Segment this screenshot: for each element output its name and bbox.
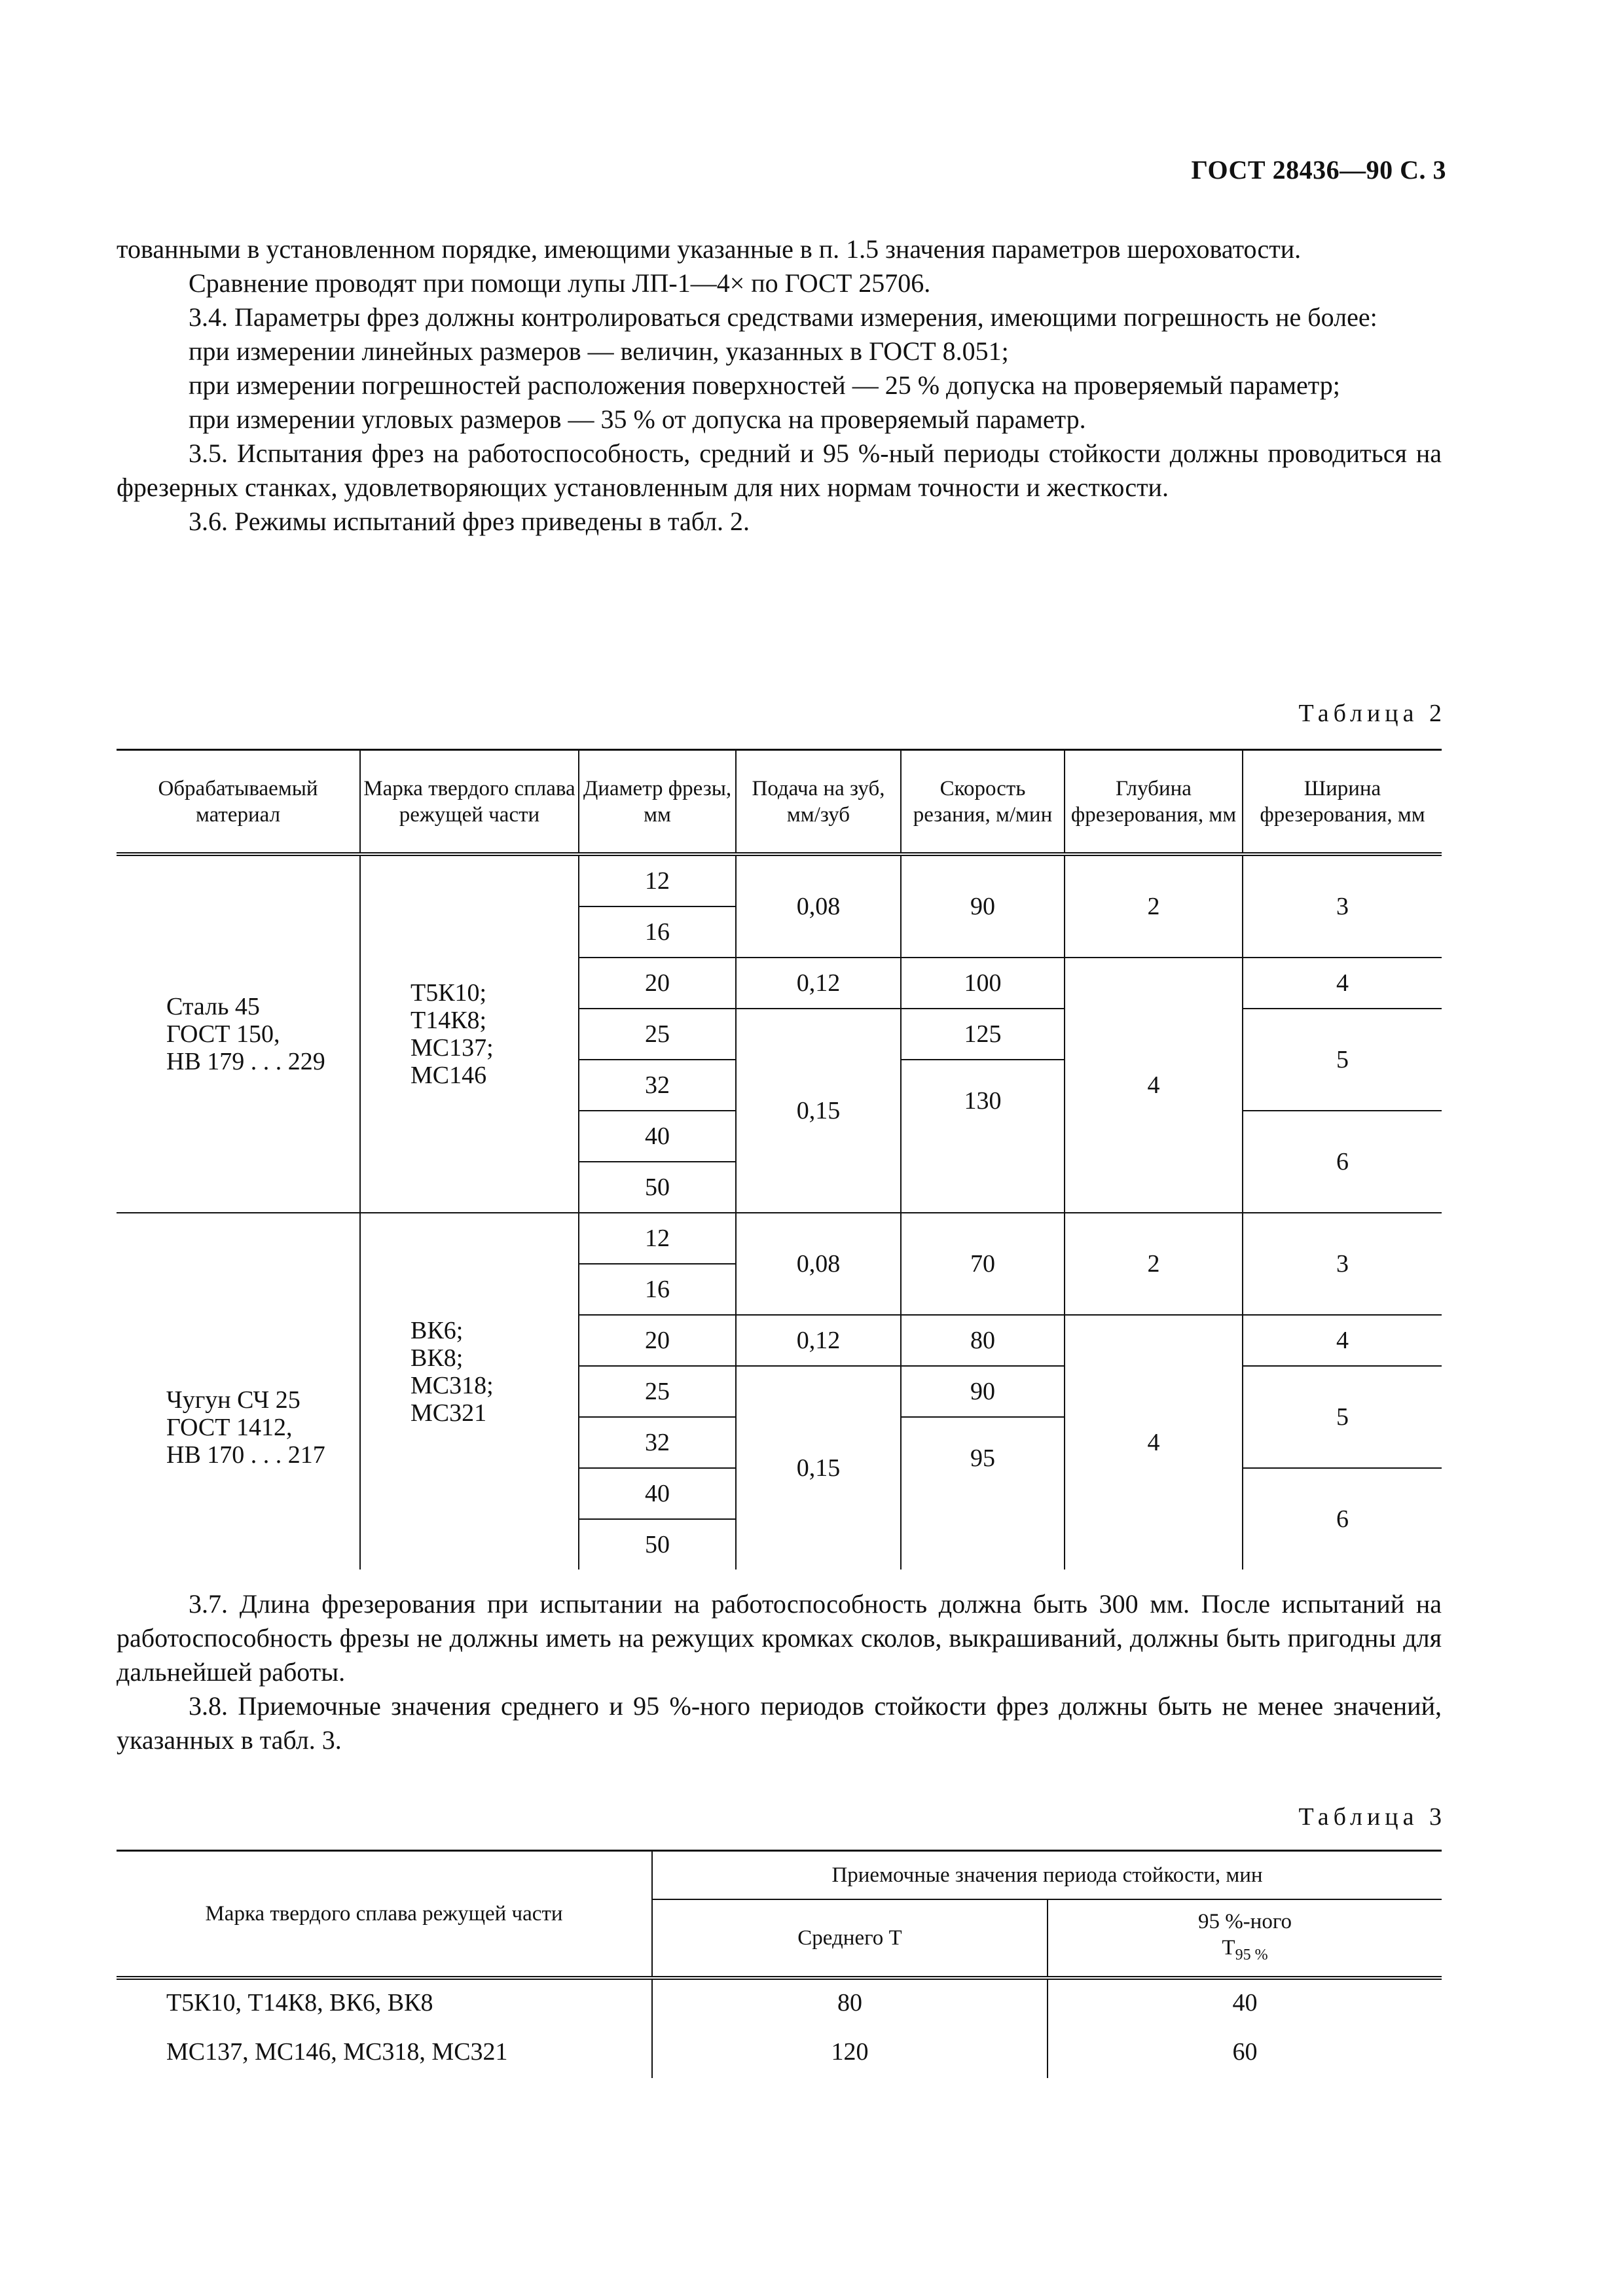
width-cell: 3	[1243, 1213, 1442, 1315]
alloy-cell: Т5К10; Т14К8; МС137; МС146	[360, 854, 579, 1213]
diameter-cell: 12	[579, 854, 736, 906]
paragraph: 3.4. Параметры фрез должны контролироваться средствами измерения, имеющими погрешность не более:	[189, 302, 1377, 332]
column-header: Ширина фрезерования, мм	[1243, 750, 1442, 855]
diameter-cell: 32	[579, 1417, 736, 1468]
text-block-mid	[117, 1587, 1442, 1757]
feed-cell: 0,08	[736, 854, 901, 958]
mean-cell: 80	[652, 1978, 1048, 2026]
material-cell: Сталь 45 ГОСТ 150, НВ 179 . . . 229	[166, 993, 325, 1075]
diameter-cell: 16	[579, 906, 736, 958]
column-header: Скорость резания, м/мин	[901, 750, 1065, 855]
speed-cell: 90	[901, 1366, 1065, 1417]
paragraph: при измерении погрешностей расположения поверхностей — 25 % допуска на проверяемый параметр;	[189, 370, 1340, 400]
depth-cell: 2	[1065, 1213, 1243, 1315]
page-header: ГОСТ 28436—90 С. 3	[1191, 155, 1446, 185]
speed-cell: 95	[901, 1417, 1065, 1570]
diameter-cell: 32	[579, 1060, 736, 1111]
column-group-header: Приемочные значения периода стойкости, мин	[652, 1851, 1442, 1900]
column-header: Диаметр фрезы, мм	[579, 750, 736, 855]
speed-cell: 90	[901, 854, 1065, 958]
feed-cell: 0,15	[736, 1009, 901, 1213]
column-header: Обрабатываемый материал	[117, 750, 360, 855]
p95-cell: 60	[1048, 2026, 1442, 2078]
diameter-cell: 16	[579, 1264, 736, 1315]
alloy-cell: ВК6; ВК8; МС318; МС321	[360, 1213, 579, 1570]
table-header-row	[117, 750, 1442, 855]
paragraph: 3.5. Испытания фрез на работоспособность, средний и 95 %-ный периоды стойкости должны проводиться на фрезерных станках, удовлетворяющих установленным для них нормам точности и жесткости.	[117, 439, 1442, 502]
table3-caption: Таблица 3	[1298, 1803, 1446, 1831]
table-header-row	[117, 1851, 1442, 1900]
speed-cell: 70	[901, 1213, 1065, 1315]
diameter-cell: 40	[579, 1468, 736, 1519]
width-cell: 4	[1243, 1315, 1442, 1366]
table-row	[117, 1213, 1442, 1264]
column-header: Марка твердого сплава режущей части	[360, 750, 579, 855]
table-2	[117, 749, 1442, 1570]
alloy-cell: Т5К10, Т14К8, ВК6, ВК8	[117, 1978, 652, 2026]
feed-cell: 0,08	[736, 1213, 901, 1315]
speed-cell: 100	[901, 958, 1065, 1009]
column-header: 95 %-ного $Т_{95 \%}$	[1048, 1899, 1442, 1978]
width-cell: 4	[1243, 958, 1442, 1009]
feed-cell: 0,15	[736, 1366, 901, 1570]
diameter-cell: 25	[579, 1009, 736, 1060]
diameter-cell: 40	[579, 1111, 736, 1162]
depth-cell: 4	[1065, 958, 1243, 1213]
paragraph: Сравнение проводят при помощи лупы ЛП-1—4× по ГОСТ 25706.	[189, 268, 931, 298]
diameter-cell: 20	[579, 958, 736, 1009]
depth-cell: 2	[1065, 854, 1243, 958]
table-row	[117, 854, 1442, 906]
table-row	[117, 1978, 1442, 2026]
mean-cell: 120	[652, 2026, 1048, 2078]
paragraph: тованными в установленном порядке, имеющими указанные в п. 1.5 значения параметров шероховатости.	[117, 234, 1302, 264]
feed-cell: 0,12	[736, 1315, 901, 1366]
paragraph: 3.8. Приемочные значения среднего и 95 %-ного периодов стойкости фрез должны быть не менее значений, указанных в табл. 3.	[117, 1691, 1442, 1755]
material-cell: Чугун СЧ 25 ГОСТ 1412, НВ 170 . . . 217	[117, 1213, 360, 1570]
paragraph: при измерении угловых размеров — 35 % от допуска на проверяемый параметр.	[189, 404, 1086, 434]
p95-cell: 40	[1048, 1978, 1442, 2026]
diameter-cell: 50	[579, 1519, 736, 1570]
alloy-cell: МС137, МС146, МС318, МС321	[166, 2038, 508, 2066]
diameter-cell: 50	[579, 1162, 736, 1213]
table2-caption: Таблица 2	[1298, 700, 1446, 727]
width-cell: 3	[1243, 854, 1442, 958]
speed-cell: 125	[901, 1009, 1065, 1060]
paragraph: 3.6. Режимы испытаний фрез приведены в табл. 2.	[189, 507, 750, 536]
diameter-cell: 20	[579, 1315, 736, 1366]
table-3	[117, 1850, 1442, 2078]
text-block-top	[117, 232, 1442, 539]
column-header: Глубина фрезерования, мм	[1065, 750, 1243, 855]
column-header: Подача на зуб, мм/зуб	[736, 750, 901, 855]
diameter-cell: 12	[579, 1213, 736, 1264]
feed-cell: 0,12	[736, 958, 901, 1009]
depth-cell: 4	[1065, 1315, 1243, 1570]
width-cell: 5	[1243, 1366, 1442, 1468]
diameter-cell: 25	[579, 1366, 736, 1417]
column-header: Среднего Т	[652, 1899, 1048, 1978]
width-cell: 5	[1243, 1009, 1442, 1111]
width-cell: 6	[1243, 1111, 1442, 1213]
paragraph: при измерении линейных размеров — величин, указанных в ГОСТ 8.051;	[189, 336, 1009, 366]
table-row	[117, 2026, 1442, 2078]
speed-cell: 80	[901, 1315, 1065, 1366]
speed-cell: 130	[901, 1060, 1065, 1213]
column-header: Марка твердого сплава режущей части	[117, 1851, 652, 1979]
paragraph: 3.7. Длина фрезерования при испытании на работоспособность должна быть 300 мм. После испытаний на работоспособность фрезы не должны иметь на режущих кромках сколов, выкрашиваний, должны быть пригодны для дальнейшей работы.	[117, 1589, 1442, 1687]
width-cell: 6	[1243, 1468, 1442, 1570]
